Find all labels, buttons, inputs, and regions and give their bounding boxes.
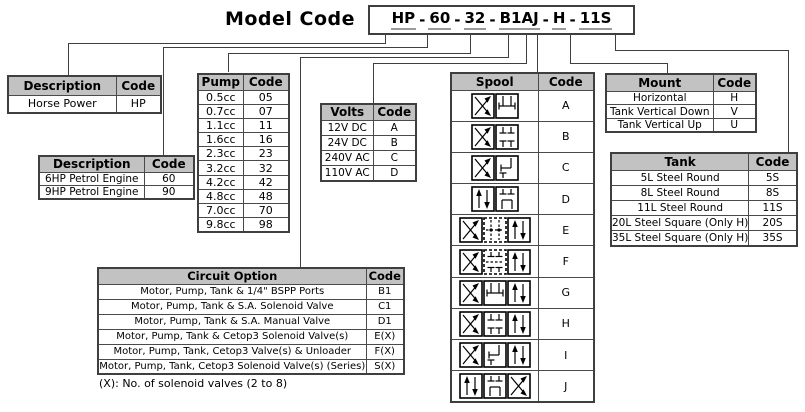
connector-line xyxy=(667,63,668,74)
tank-table xyxy=(610,152,798,247)
table-cell: C1 xyxy=(366,299,404,314)
table xyxy=(7,75,162,114)
table xyxy=(450,72,595,403)
table-row xyxy=(451,340,594,371)
connector-line xyxy=(300,57,509,58)
spool-valve-symbol xyxy=(459,280,531,306)
table-row xyxy=(198,218,289,233)
table-row xyxy=(198,118,289,132)
horsepower-table xyxy=(7,75,162,114)
table-row xyxy=(451,277,594,308)
table-cell: HP xyxy=(116,95,161,113)
spool-valve-symbol xyxy=(471,155,519,181)
table-cell: 9HP Petrol Engine xyxy=(39,186,144,200)
connector-line xyxy=(615,50,789,51)
code-separator: - xyxy=(542,11,549,29)
table-cell: C xyxy=(373,150,416,165)
code-segment-hp: HP xyxy=(391,10,417,29)
table-cell: E xyxy=(538,215,594,246)
circuit-option-table xyxy=(97,267,405,375)
connector-line xyxy=(470,35,471,54)
column-header: Code xyxy=(243,74,289,90)
table-cell: J xyxy=(538,371,594,402)
table-row xyxy=(198,104,289,118)
connector-line xyxy=(228,53,471,54)
table-row xyxy=(321,150,416,165)
table-cell: 60 xyxy=(144,172,194,186)
table-cell: 07 xyxy=(243,104,289,118)
table-row xyxy=(611,200,797,215)
table-row xyxy=(451,308,594,339)
spool-valve-symbol xyxy=(459,342,531,368)
column-header: Spool xyxy=(451,73,538,90)
code-segment-60: 60 xyxy=(428,10,451,29)
code-segment-11s: 11S xyxy=(579,10,613,29)
spool-symbol-cell xyxy=(451,121,538,152)
table-cell: 0.7cc xyxy=(198,104,243,118)
spool-table xyxy=(450,72,595,403)
table-cell: V xyxy=(713,105,756,119)
table-row xyxy=(98,344,404,359)
table-cell: H xyxy=(713,91,756,105)
table-row xyxy=(611,216,797,231)
table-row xyxy=(39,186,194,200)
column-header: Code xyxy=(116,76,161,95)
table-cell: B1 xyxy=(366,284,404,299)
table-cell: 35L Steel Square (Only H) xyxy=(612,232,749,245)
page-title: Model Code xyxy=(224,8,356,30)
spool-symbol-cell xyxy=(451,215,538,246)
model-code-box xyxy=(368,5,635,35)
spool-symbol-cell xyxy=(451,246,538,277)
table-cell: 4.8cc xyxy=(198,189,243,203)
table-cell: 5L Steel Round xyxy=(611,170,749,185)
pump-table xyxy=(197,73,290,233)
column-header: Tank xyxy=(611,153,749,170)
spool-valve-symbol xyxy=(471,124,519,150)
table-cell: 20L Steel Square (Only H) xyxy=(612,217,749,230)
table-cell: 11S xyxy=(749,200,797,215)
connector-line xyxy=(788,50,789,153)
table-cell: 7.0cc xyxy=(198,204,243,218)
table-row xyxy=(198,204,289,218)
code-segment-32: 32 xyxy=(464,10,487,29)
table-row xyxy=(451,246,594,277)
connector-line xyxy=(570,35,571,64)
table-row xyxy=(98,284,404,299)
table-row xyxy=(321,135,416,150)
code-segment-b1aj: B1AJ xyxy=(499,10,540,29)
spool-valve-symbol xyxy=(459,311,531,337)
table-cell: D1 xyxy=(366,314,404,329)
connector-line xyxy=(163,47,428,48)
column-header: Mount xyxy=(606,74,713,91)
table-row xyxy=(198,175,289,189)
table-cell: D xyxy=(538,184,594,215)
table-cell: 11L Steel Round xyxy=(611,200,749,215)
table-row xyxy=(606,91,756,105)
table-row xyxy=(606,119,756,133)
table-cell: 0.5cc xyxy=(198,90,243,104)
table-cell: A xyxy=(373,120,416,135)
table-cell: 23 xyxy=(243,147,289,161)
table-row xyxy=(198,133,289,147)
spool-symbol-cell xyxy=(451,184,538,215)
table-cell: 05 xyxy=(243,90,289,104)
column-header: Code xyxy=(538,73,594,90)
table-cell: 48 xyxy=(243,189,289,203)
table-cell: Motor, Pump, Tank, Cetop3 Valve(s) & Unloader xyxy=(98,344,366,359)
connector-line xyxy=(373,63,374,104)
column-header: Code xyxy=(373,104,416,120)
code-separator: - xyxy=(569,11,576,29)
code-segment-h: H xyxy=(552,10,567,29)
table-cell: 8L Steel Round xyxy=(611,185,749,200)
table-cell: 4.2cc xyxy=(198,175,243,189)
table-cell: Motor, Pump, Tank & Cetop3 Solenoid Valve(s) xyxy=(98,329,366,344)
table-cell: D xyxy=(373,166,416,181)
table-row xyxy=(451,90,594,121)
table-cell: 6HP Petrol Engine xyxy=(39,172,144,186)
table-cell: Motor, Pump, Tank & 1/4" BSPP Ports xyxy=(98,284,366,299)
table-cell: Horizontal xyxy=(606,91,713,105)
table-row xyxy=(8,95,161,113)
table-row xyxy=(451,184,594,215)
spool-symbol-cell xyxy=(451,152,538,183)
spool-symbol-cell xyxy=(451,308,538,339)
column-header: Code xyxy=(749,153,797,170)
table-cell: 70 xyxy=(243,204,289,218)
table-cell: S(X) xyxy=(366,359,404,374)
table-row xyxy=(198,90,289,104)
mount-table xyxy=(605,73,757,133)
spool-valve-symbol xyxy=(459,373,531,399)
table-row xyxy=(198,189,289,203)
table-cell: 110V AC xyxy=(321,166,373,181)
spool-symbol-cell xyxy=(451,371,538,402)
spool-valve-symbol xyxy=(459,249,531,275)
table-cell: 16 xyxy=(243,133,289,147)
table-row xyxy=(198,147,289,161)
column-header: Code xyxy=(144,156,194,172)
table-row xyxy=(39,172,194,186)
table-cell: 5S xyxy=(749,170,797,185)
table xyxy=(320,103,417,182)
table xyxy=(610,152,798,247)
table-row xyxy=(451,215,594,246)
connector-line xyxy=(228,53,229,72)
table-cell: 3.2cc xyxy=(198,161,243,175)
spool-valve-symbol xyxy=(471,93,519,119)
table-row xyxy=(611,231,797,246)
connector-line xyxy=(68,43,386,44)
table-cell: 20S xyxy=(749,216,797,231)
column-header: Pump xyxy=(198,74,243,90)
table-row xyxy=(321,120,416,135)
table-cell: 98 xyxy=(243,218,289,233)
column-header: Code xyxy=(713,74,756,91)
connector-line xyxy=(373,63,527,64)
table-cell: B xyxy=(373,135,416,150)
column-header: Description xyxy=(39,156,144,172)
table xyxy=(97,267,405,375)
circuit-footnote: (X): No. of solenoid valves (2 to 8) xyxy=(99,377,288,390)
table-cell: Tank Vertical Down xyxy=(606,105,713,119)
connector-line xyxy=(537,35,538,73)
table-cell: 2.3cc xyxy=(198,147,243,161)
table-cell: Horse Power xyxy=(8,95,116,113)
table-row xyxy=(98,314,404,329)
column-header: Code xyxy=(366,268,404,284)
table-cell: E(X) xyxy=(366,329,404,344)
connector-line xyxy=(508,35,509,58)
table-cell: A xyxy=(538,90,594,121)
table-row xyxy=(611,170,797,185)
table-cell: Motor, Pump, Tank, Cetop3 Solenoid Valve(s) (Series) xyxy=(98,359,366,374)
table-cell: 1.6cc xyxy=(198,133,243,147)
code-separator: - xyxy=(419,11,426,29)
table-cell: H xyxy=(538,308,594,339)
column-header: Volts xyxy=(321,104,373,120)
table-cell: Motor, Pump, Tank & S.A. Solenoid Valve xyxy=(98,299,366,314)
engine-table xyxy=(38,155,195,200)
table-cell: Motor, Pump, Tank & S.A. Manual Valve xyxy=(98,314,366,329)
table-row xyxy=(451,121,594,152)
table-cell: 24V DC xyxy=(321,135,373,150)
table-cell: B xyxy=(538,121,594,152)
connector-line xyxy=(570,63,668,64)
connector-line xyxy=(68,43,69,76)
table-row xyxy=(98,329,404,344)
table-cell: 12V DC xyxy=(321,120,373,135)
table xyxy=(605,73,757,133)
column-header: Circuit Option xyxy=(98,268,366,284)
table-cell: 240V AC xyxy=(321,150,373,165)
table-cell: 35S xyxy=(749,231,797,246)
table-row xyxy=(451,371,594,402)
table-cell: 9.8cc xyxy=(198,218,243,233)
table-cell: U xyxy=(713,119,756,133)
spool-valve-symbol xyxy=(459,217,531,243)
table-row xyxy=(321,166,416,181)
table-row xyxy=(451,152,594,183)
table-row xyxy=(611,185,797,200)
table-row xyxy=(198,161,289,175)
table-row xyxy=(98,359,404,374)
table xyxy=(197,73,290,233)
column-header: Description xyxy=(8,76,116,95)
volts-table xyxy=(320,103,417,182)
connector-line xyxy=(300,57,301,268)
code-separator: - xyxy=(489,11,496,29)
connector-line xyxy=(163,47,164,156)
spool-valve-symbol xyxy=(471,186,519,212)
spool-symbol-cell xyxy=(451,277,538,308)
code-separator: - xyxy=(454,11,461,29)
table-row xyxy=(606,105,756,119)
connector-line xyxy=(615,35,616,51)
table-row xyxy=(98,299,404,314)
spool-symbol-cell xyxy=(451,340,538,371)
table-cell: I xyxy=(538,340,594,371)
table-cell: F(X) xyxy=(366,344,404,359)
table-cell: 42 xyxy=(243,175,289,189)
spool-symbol-cell xyxy=(451,90,538,121)
table-cell: F xyxy=(538,246,594,277)
table-cell: Tank Vertical Up xyxy=(606,119,713,133)
connector-line xyxy=(526,35,527,64)
table-cell: 11 xyxy=(243,118,289,132)
table xyxy=(38,155,195,200)
table-cell: 90 xyxy=(144,186,194,200)
table-cell: G xyxy=(538,277,594,308)
table-cell: 32 xyxy=(243,161,289,175)
table-cell: 8S xyxy=(749,185,797,200)
table-cell: C xyxy=(538,152,594,183)
table-cell: 1.1cc xyxy=(198,118,243,132)
